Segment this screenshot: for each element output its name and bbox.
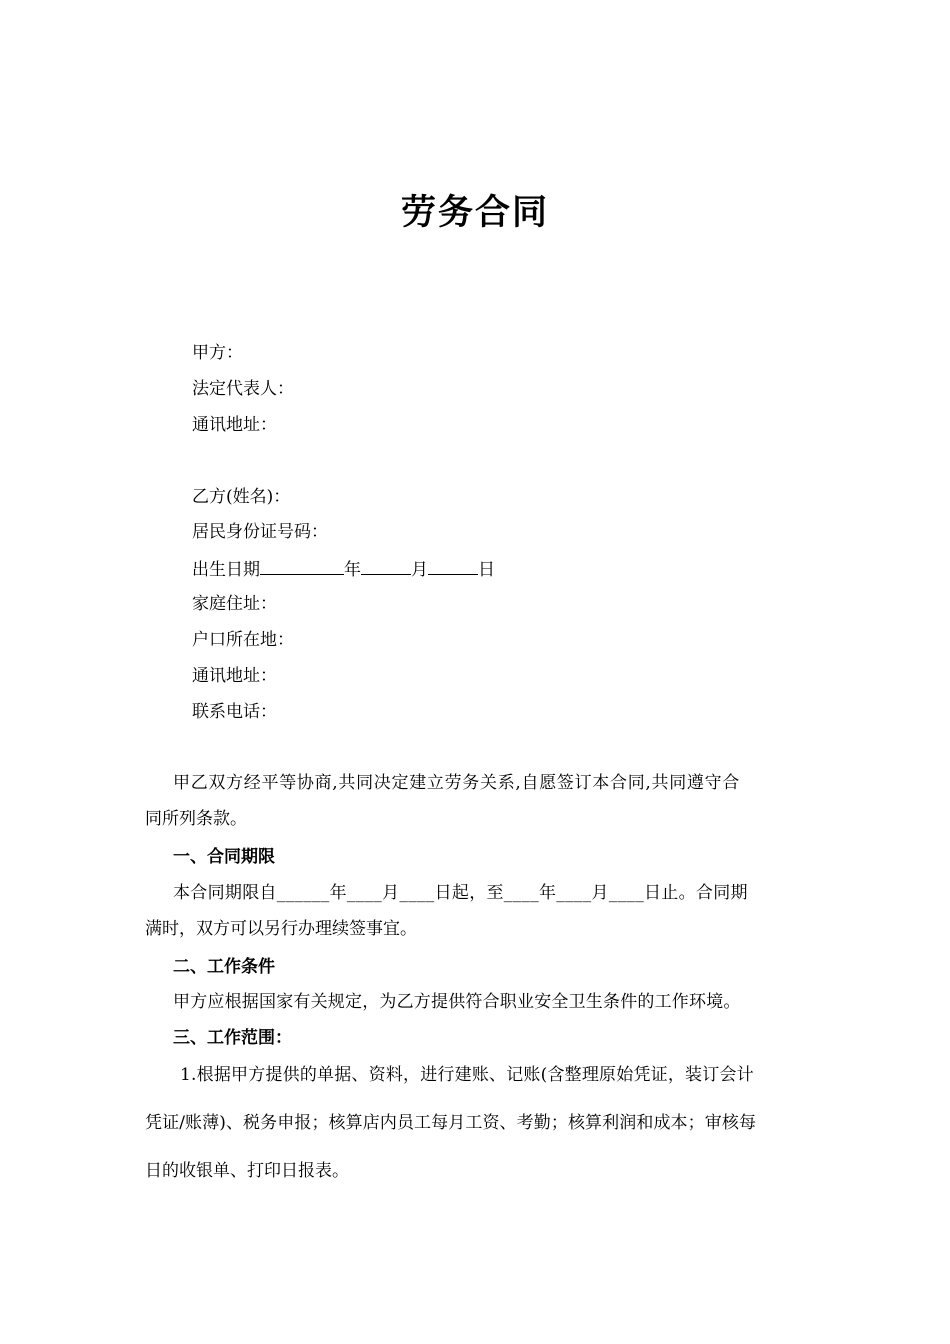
party-b-birth-line	[192, 556, 495, 580]
birth-month-label: 月	[411, 560, 428, 580]
party-b-phone-label: 联系电话：	[192, 702, 277, 722]
section-heading: 二、工作条件	[173, 957, 275, 977]
party-b-home-label: 家庭住址：	[192, 594, 277, 614]
party-b-hukou-label: 户口所在地：	[192, 630, 294, 650]
party-a-legal-rep-label: 法定代表人：	[192, 379, 294, 399]
birth-label: 出生日期	[192, 560, 260, 580]
birth-year-blank	[260, 556, 344, 575]
section-text: 1.根据甲方提供的单据、资料，进行建账、记账(含整理原始凭证，装订会计	[180, 1065, 754, 1085]
section-text: 本合同期限自______年____月____日起，至____年____月____日止。合同期	[173, 883, 748, 903]
birth-month-blank	[361, 556, 411, 575]
party-b-address-label: 通讯地址：	[192, 666, 277, 686]
section-text: 日的收银单、打印日报表。	[145, 1161, 349, 1181]
birth-day-blank	[428, 556, 478, 575]
birth-day-label: 日	[478, 560, 495, 580]
party-a-address-label: 通讯地址：	[192, 415, 277, 435]
section-text: 满时，双方可以另行办理续签事宜。	[145, 919, 417, 939]
section-text: 甲方应根据国家有关规定，为乙方提供符合职业安全卫生条件的工作环境。	[173, 992, 741, 1012]
section-heading: 三、工作范围：	[173, 1028, 292, 1048]
section-heading: 一、合同期限	[173, 847, 275, 867]
document-title: 劳务合同	[400, 192, 549, 233]
section-text: 凭证/账薄)、税务申报；核算店内员工每月工资、考勤；核算利润和成本；审核每	[145, 1113, 757, 1133]
preamble-line: 同所列条款。	[145, 809, 247, 829]
preamble-line: 甲乙双方经平等协商,共同决定建立劳务关系,自愿签订本合同,共同遵守合	[173, 773, 741, 793]
party-b-id-label: 居民身份证号码：	[192, 522, 328, 542]
party-b-name-label: 乙方(姓名)：	[192, 487, 291, 507]
birth-year-label: 年	[344, 560, 361, 580]
party-a-name-label: 甲方：	[192, 343, 243, 363]
